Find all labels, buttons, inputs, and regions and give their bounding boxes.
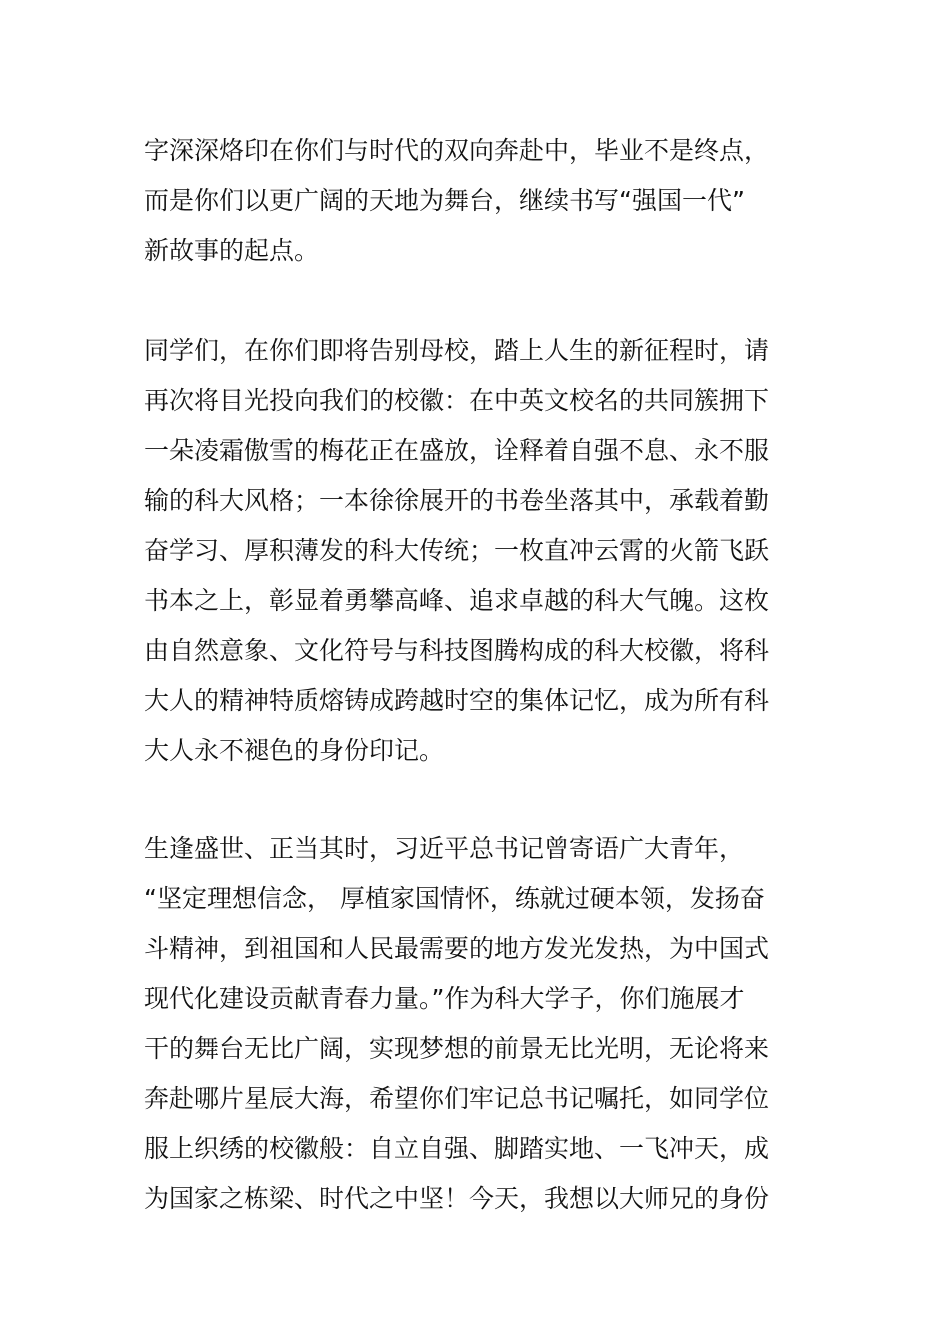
text-line: 再次将目光投向我们的校徽：在中英文校名的共同簇拥下: [144, 386, 770, 415]
text-line: 大人永不褪色的身份印记。: [144, 736, 445, 765]
text-line: 服上织绣的校徽般：自立自强、脚踏实地、一飞冲天，成: [144, 1134, 770, 1163]
text-line: 一朵凌霜傲雪的梅花正在盛放，诠释着自强不息、永不服: [144, 436, 770, 465]
text-line: 为国家之栋梁、时代之中坚！今天，我想以大师兄的身份: [144, 1184, 770, 1213]
text-line: 大人的精神特质熔铸成跨越时空的集体记忆，成为所有科: [144, 686, 770, 715]
text-line: 而是你们以更广阔的天地为舞台，继续书写“强国一代”: [144, 186, 745, 215]
text-line: 斗精神，到祖国和人民最需要的地方发光发热，为中国式: [144, 934, 770, 963]
text-line: “坚定理想信念， 厚植家国情怀，练就过硬本领，发扬奋: [144, 884, 765, 913]
text-line: 书本之上，彰显着勇攀高峰、追求卓越的科大气魄。这枚: [144, 586, 770, 615]
text-line: 由自然意象、文化符号与科技图腾构成的科大校徽，将科: [144, 636, 770, 665]
text-line: 奋学习、厚积薄发的科大传统；一枚直冲云霄的火箭飞跃: [144, 536, 770, 565]
text-line: 输的科大风格；一本徐徐展开的书卷坐落其中，承载着勤: [144, 486, 770, 515]
text-line: 同学们，在你们即将告别母校，踏上人生的新征程时，请: [144, 336, 770, 365]
text-line: 干的舞台无比广阔，实现梦想的前景无比光明，无论将来: [144, 1034, 770, 1063]
text-line: 生逢盛世、正当其时，习近平总书记曾寄语广大青年，: [144, 834, 745, 863]
text-line: 奔赴哪片星辰大海，希望你们牢记总书记嘱托，如同学位: [144, 1084, 770, 1113]
text-line: 现代化建设贡献青春力量。”作为科大学子，你们施展才: [144, 984, 745, 1013]
text-line: 字深深烙印在你们与时代的双向奔赴中，毕业不是终点，: [144, 136, 770, 165]
text-line: 新故事的起点。: [144, 236, 320, 265]
